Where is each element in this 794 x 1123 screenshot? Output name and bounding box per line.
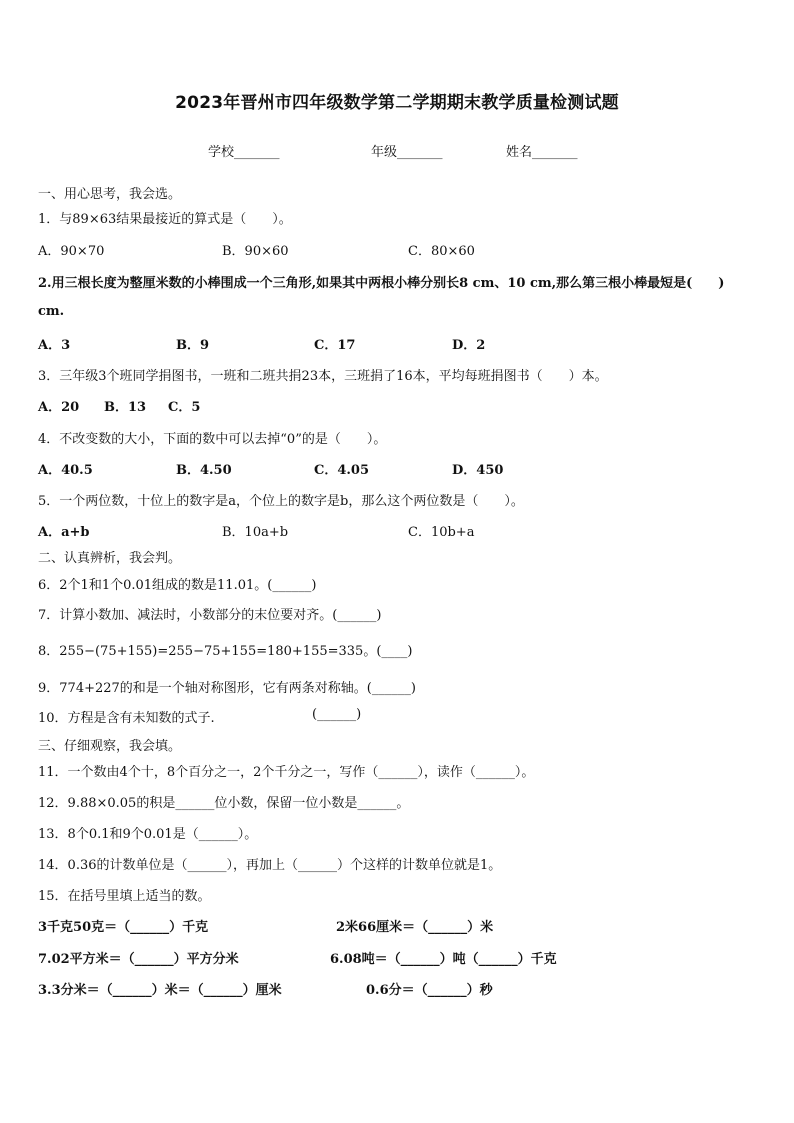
q3-option-c: C．5 <box>168 400 201 415</box>
question-1: 1．与89×63结果最接近的算式是（ ）。 <box>38 212 292 227</box>
q15-item-3: 7.02平方米＝（______）平方分米 <box>38 952 239 967</box>
name-field: 姓名_______ <box>506 145 578 160</box>
q15-item-1: 3千克50克＝（______）千克 <box>38 920 209 935</box>
grade-field: 年级_______ <box>371 145 443 160</box>
q4-option-c: C．4.05 <box>314 463 370 478</box>
q5-option-c: C．10b+a <box>408 525 475 540</box>
question-7: 7．计算小数加、减法时，小数部分的末位要对齐。(______) <box>38 608 382 623</box>
q2-option-d: D．2 <box>452 338 486 353</box>
school-field: 学校_______ <box>208 145 280 160</box>
q5-option-a: A．a+b <box>38 525 90 540</box>
question-6: 6．2个1和1个0.01组成的数是11.01。(______) <box>38 578 317 593</box>
section-heading-1: 一、用心思考，我会选。 <box>38 187 182 202</box>
q1-option-b: B．90×60 <box>222 244 289 259</box>
question-10-blank: (______) <box>312 707 362 722</box>
question-2: 2.用三根长度为整厘米数的小棒围成一个三角形,如果其中两根小棒分别长8 cm、10 cm,那么第三根小棒最短是( ) <box>38 276 725 291</box>
section-heading-2: 二、认真辨析，我会判。 <box>38 551 182 566</box>
question-15: 15．在括号里填上适当的数。 <box>38 889 211 904</box>
question-12: 12．9.88×0.05的积是______位小数，保留一位小数是______。 <box>38 796 410 811</box>
page-title: 2023年晋州市四年级数学第二学期期末教学质量检测试题 <box>175 93 619 113</box>
q2-option-a: A．3 <box>38 338 71 353</box>
question-4: 4．不改变数的大小，下面的数中可以去掉“0”的是（ ）。 <box>38 432 387 447</box>
question-2-unit: cm. <box>38 304 65 319</box>
q4-option-b: B．4.50 <box>176 463 232 478</box>
question-9: 9．774+227的和是一个轴对称图形，它有两条对称轴。(______) <box>38 681 416 696</box>
question-10: 10．方程是含有未知数的式子. <box>38 711 215 726</box>
question-8: 8．255−(75+155)=255−75+155=180+155=335。(____) <box>38 644 413 659</box>
question-14: 14．0.36的计数单位是（______），再加上（______）个这样的计数单位就是1。 <box>38 858 502 873</box>
q15-item-4: 6.08吨＝（______）吨（______）千克 <box>330 952 557 967</box>
q15-item-2: 2米66厘米＝（______）米 <box>336 920 494 935</box>
q4-option-a: A．40.5 <box>38 463 93 478</box>
q2-option-c: C．17 <box>314 338 356 353</box>
q3-option-a: A．20 <box>38 400 80 415</box>
question-13: 13．8个0.1和9个0.01是（______）。 <box>38 827 258 842</box>
q5-option-b: B．10a+b <box>222 525 289 540</box>
q2-option-b: B．9 <box>176 338 210 353</box>
question-3: 3．三年级3个班同学捐图书，一班和二班共捐23本，三班捐了16本，平均每班捐图书（ ）本。 <box>38 369 608 384</box>
question-11: 11．一个数由4个十，8个百分之一，2个千分之一，写作（______），读作（______）。 <box>38 765 535 780</box>
section-heading-3: 三、仔细观察，我会填。 <box>38 739 182 754</box>
q3-option-b: B．13 <box>104 400 147 415</box>
q1-option-a: A．90×70 <box>38 244 105 259</box>
question-5: 5．一个两位数，十位上的数字是a，个位上的数字是b，那么这个两位数是（ ）。 <box>38 494 524 509</box>
q15-item-5: 3.3分米＝（______）米＝（______）厘米 <box>38 983 282 998</box>
q15-item-6: 0.6分＝（______）秒 <box>366 983 493 998</box>
q4-option-d: D．450 <box>452 463 504 478</box>
q1-option-c: C．80×60 <box>408 244 475 259</box>
